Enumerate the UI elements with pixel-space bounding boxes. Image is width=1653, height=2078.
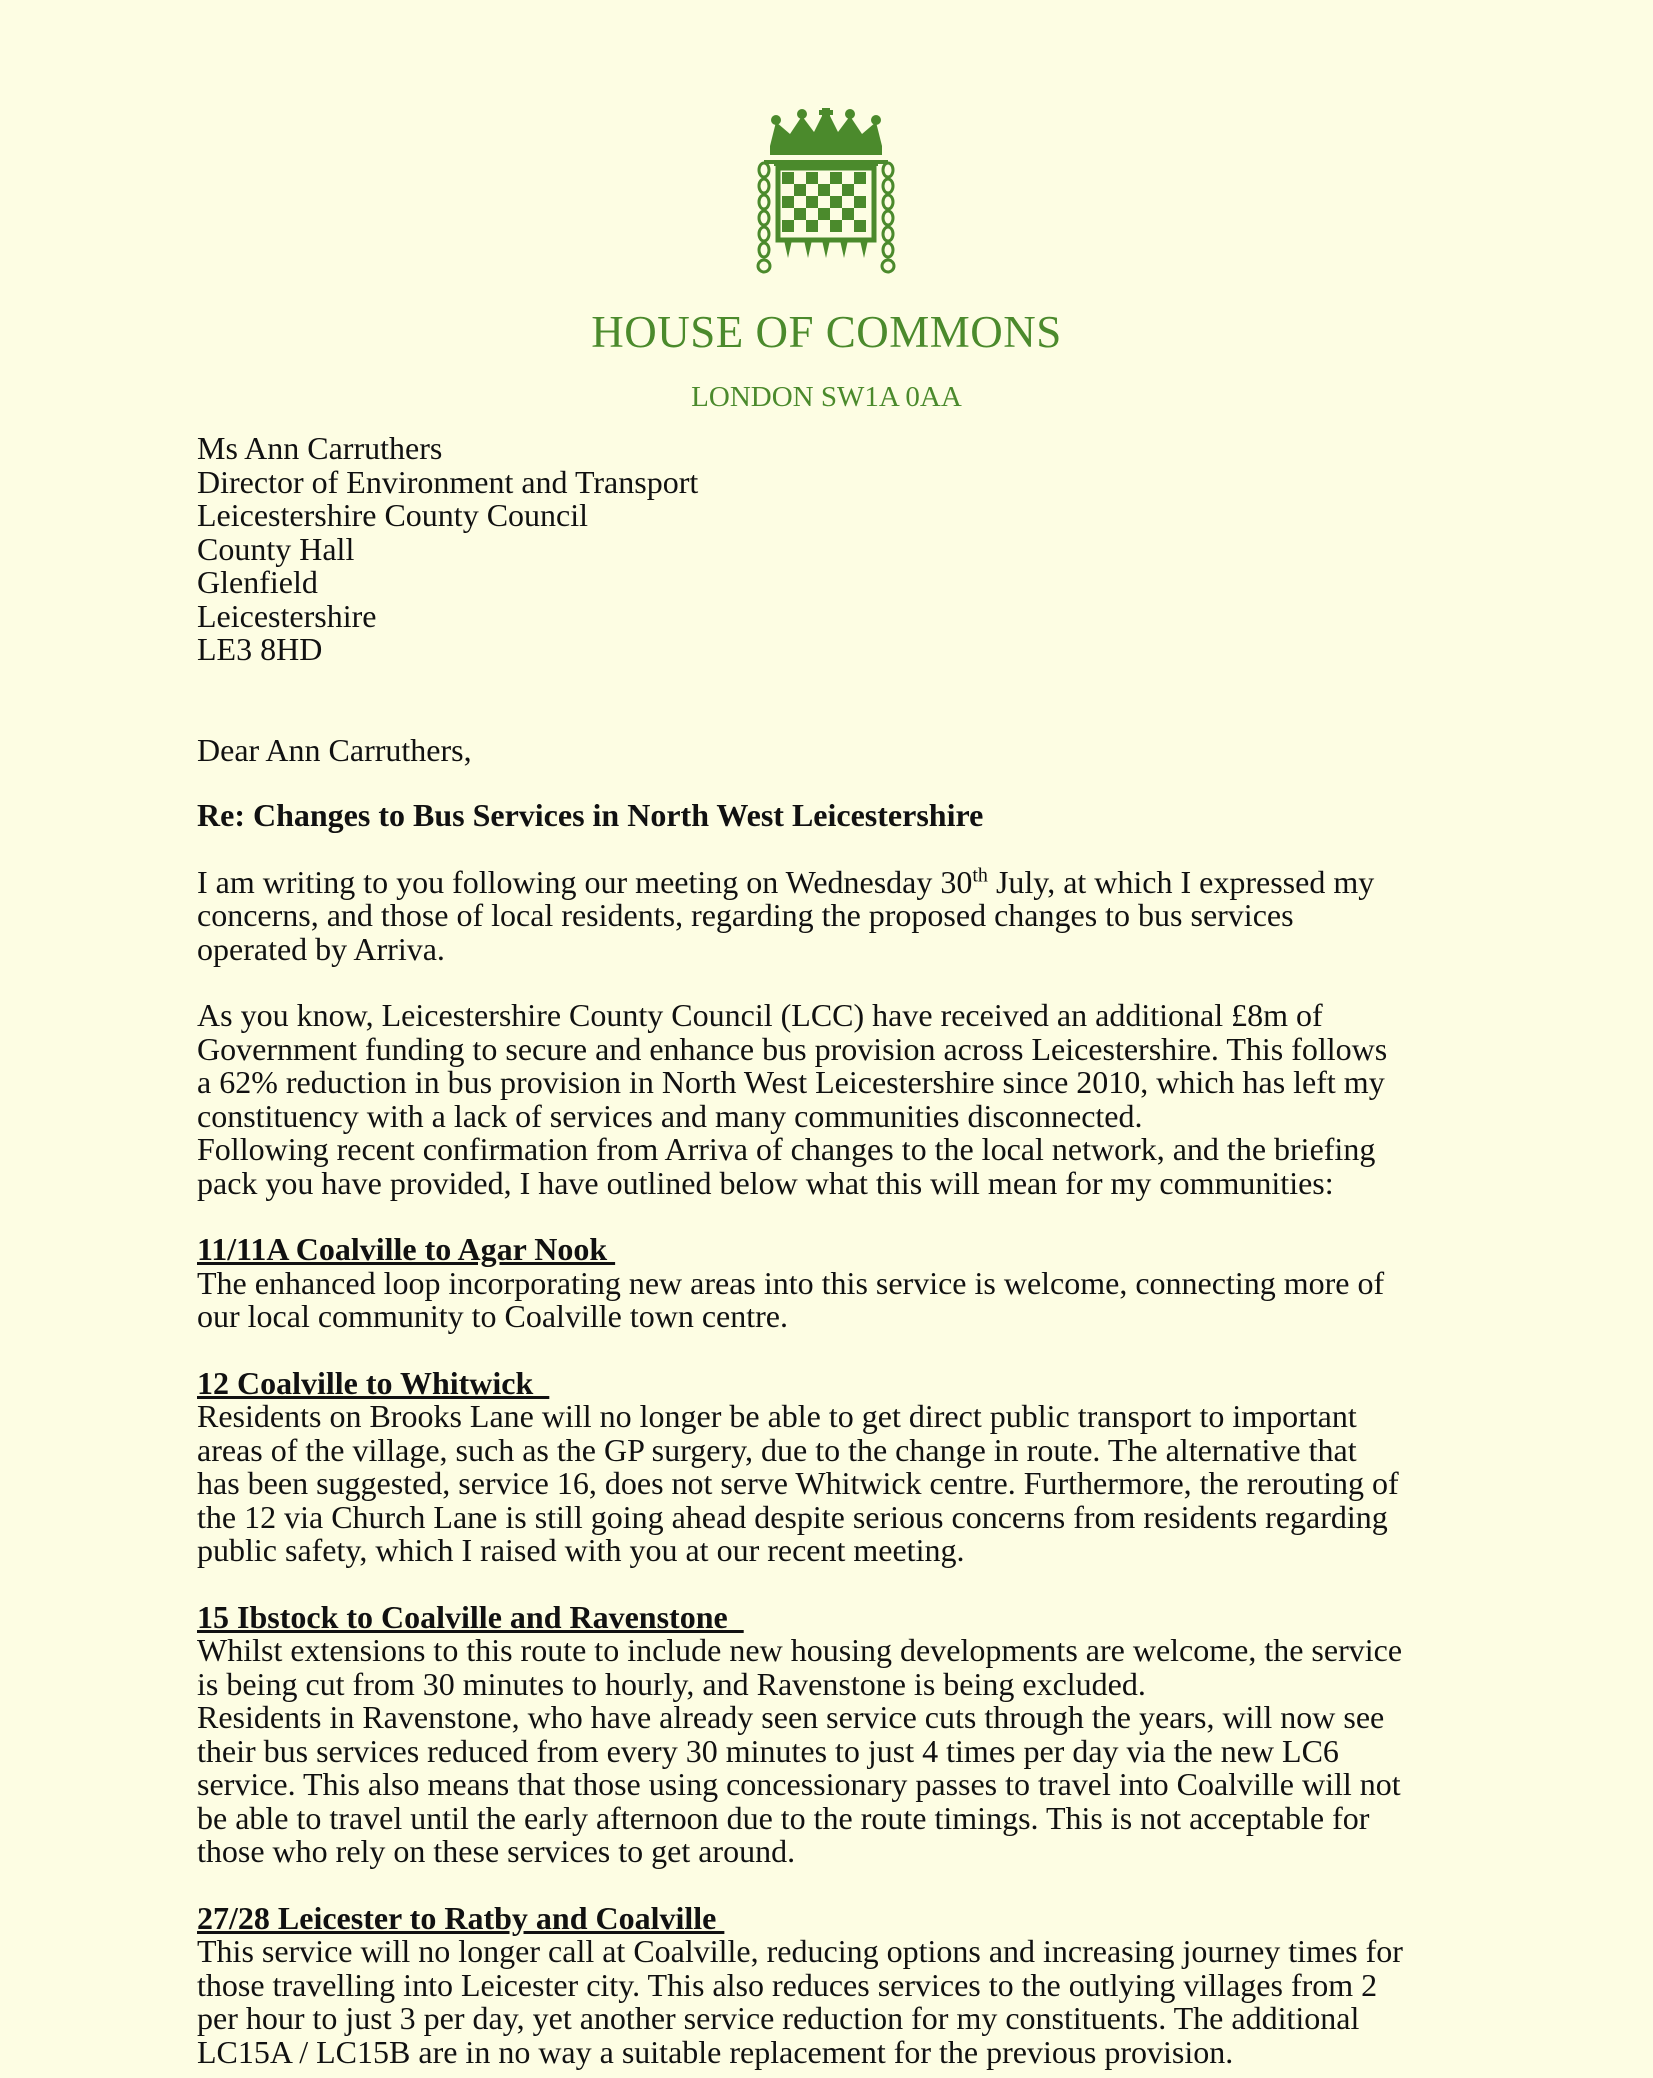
intro-text: I am writing to you following our meeting on Wednesday 30 [197, 863, 973, 900]
paragraph-line: LC15A / LC15B are in no way a suitable replacement for the previous provision. [197, 2033, 1234, 2070]
letterhead-title: HOUSE OF COMMONS [591, 307, 1062, 357]
paragraph-line: our local community to Coalville town centre. [197, 1298, 788, 1334]
recipient-role: Director of Environment and Transport [197, 463, 699, 500]
recipient-address-line: County Hall [197, 530, 355, 567]
paragraph-line: service. This also means that those using concessionary passes to travel into Coalville will not [197, 1766, 1401, 1802]
paragraph-line: pack you have provided, I have outlined below what this will mean for my communities: [197, 1164, 1334, 1201]
funding-paragraph [197, 999, 1497, 1200]
recipient-organisation: Leicestershire County Council [197, 497, 589, 533]
paragraph-line: The enhanced loop incorporating new areas into this service is welcome, connecting more of [197, 1264, 1385, 1301]
paragraph-line: is being cut from 30 minutes to hourly, and Ravenstone is being excluded. [197, 1665, 1146, 1702]
letter-body [197, 432, 1497, 2069]
service-heading: 11/11A Coalville to Agar Nook [197, 1231, 616, 1267]
paragraph-line: areas of the village, such as the GP surgery, due to the change in route. The alternative that [197, 1431, 1357, 1468]
paragraph-line: Residents on Brooks Lane will no longer be able to get direct public transport to important [197, 1398, 1357, 1434]
paragraph-line: Residents in Ravenstone, who have already seen service cuts through the years, will now see [197, 1699, 1385, 1735]
paragraph-line: concerns, and those of local residents, regarding the proposed changes to bus services [197, 897, 1294, 933]
letterhead-address: LONDON SW1A 0AA [691, 381, 962, 413]
service-section [197, 1598, 1497, 1869]
paragraph-line: Following recent confirmation from Arriva of changes to the local network, and the briefing [197, 1131, 1376, 1167]
recipient-postcode: LE3 8HD [197, 631, 323, 667]
recipient-address-line: Glenfield [197, 564, 318, 600]
intro-text: July, at which I expressed my [987, 863, 1375, 900]
paragraph-line: As you know, Leicestershire County Council (LCC) have received an additional £8m of [197, 997, 1323, 1033]
paragraph-line: those who rely on these services to get around. [197, 1833, 796, 1869]
service-section [197, 1364, 1497, 1568]
ordinal-suffix: th [972, 863, 988, 886]
recipient-address-block [197, 432, 1497, 667]
paragraph-line: constituency with a lack of services and many communities disconnected. [197, 1097, 1143, 1134]
recipient-address-line: Leicestershire [197, 597, 377, 634]
paragraph-line: a 62% reduction in bus provision in North West Leicestershire since 2010, which has left my [197, 1064, 1385, 1100]
salutation: Dear Ann Carruthers, [197, 731, 472, 768]
service-section [197, 1233, 1497, 1334]
paragraph-line: be able to travel until the early afternoon due to the route timings. This is not acceptable for [197, 1799, 1370, 1836]
service-heading: 12 Coalville to Whitwick [197, 1364, 550, 1401]
paragraph-line: their bus services reduced from every 30 minutes to just 4 times per day via the new LC6 [197, 1732, 1339, 1769]
paragraph-line: the 12 via Church Lane is still going ahead despite serious concerns from residents regarding [197, 1498, 1388, 1535]
paragraph-line: public safety, which I raised with you at our recent meeting. [197, 1532, 965, 1568]
paragraph-line: per hour to just 3 per day, yet another service reduction for my constituents. The additional [197, 2000, 1360, 2036]
service-heading: 27/28 Leicester to Ratby and Coalville [197, 1899, 725, 1936]
paragraph-line: has been suggested, service 16, does not serve Whitwick centre. Furthermore, the rerouting of [197, 1465, 1399, 1501]
recipient-name: Ms Ann Carruthers [197, 430, 443, 466]
intro-paragraph [197, 863, 1497, 967]
subject-line: Re: Changes to Bus Services in North West Leicestershire [197, 797, 984, 833]
paragraph-line: those travelling into Leicester city. This also reduces services to the outlying villages from 2 [197, 1966, 1378, 2003]
service-heading: 15 Ibstock to Coalville and Ravenstone [197, 1598, 744, 1635]
paragraph-line: operated by Arriva. [197, 930, 445, 967]
portcullis-crest-icon [756, 108, 896, 276]
paragraph-line [197, 863, 1497, 900]
paragraph-line: Government funding to secure and enhance bus provision across Leicestershire. This follows [197, 1030, 1388, 1067]
paragraph-line: Whilst extensions to this route to include new housing developments are welcome, the service [197, 1632, 1403, 1668]
paragraph-line: This service will no longer call at Coalville, reducing options and increasing journey times for [197, 1933, 1403, 1969]
service-section [197, 1899, 1497, 2070]
